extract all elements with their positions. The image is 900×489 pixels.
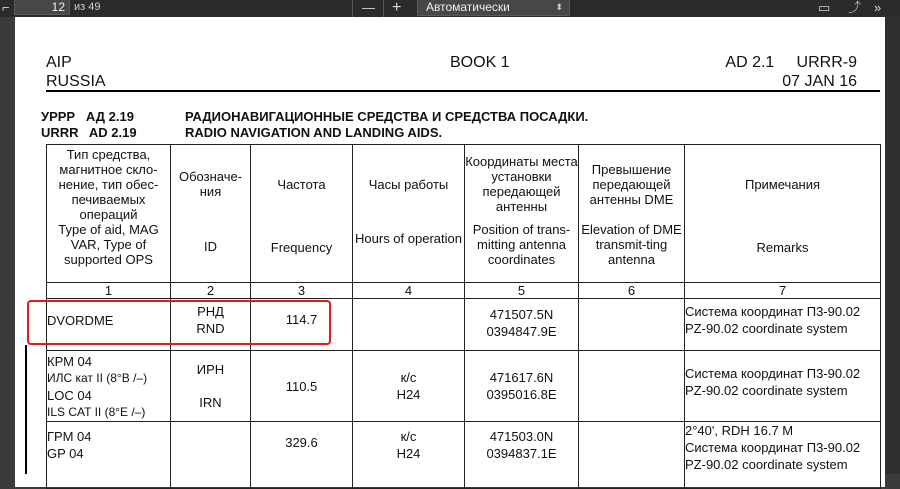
header-country: RUSSIA <box>46 73 106 90</box>
column-header-id: Обозначе-ния ID <box>171 145 251 283</box>
table-row <box>47 351 881 422</box>
toolbar-divider <box>352 0 353 17</box>
header-aip: AIP <box>46 54 72 71</box>
tools-menu-icon[interactable]: » <box>874 0 882 15</box>
frequency-cell: 329.6 <box>251 422 353 489</box>
column-number: 2 <box>171 283 251 299</box>
header-rule <box>46 90 880 92</box>
aid-id-cell <box>171 422 251 489</box>
zoom-select[interactable] <box>417 0 570 16</box>
column-header-type: Тип средства, магнитное скло-нение, тип обес-печиваемых операций Type of aid, MAG VAR, Type of supported OPS <box>47 145 171 283</box>
remarks-cell: Система координат П3-90.02 PZ-90.02 coordinate system <box>685 299 881 351</box>
aid-type-cell: КРМ 04 ИЛС кат II (8°В /–) LOC 04 ILS CAT II (8°E /–) <box>47 351 171 422</box>
column-number: 4 <box>353 283 465 299</box>
coordinates-cell: 471503.0N 0394837.1E <box>465 422 579 489</box>
column-number: 5 <box>465 283 579 299</box>
header-date: 07 JAN 16 <box>782 73 857 90</box>
remarks-cell: Система координат П3-90.02 PZ-90.02 coordinate system <box>685 351 881 422</box>
aid-id-cell: РНД RND <box>171 299 251 351</box>
zoom-out-button[interactable]: — <box>362 0 375 15</box>
chevron-updown-icon: ⬍ <box>555 2 563 12</box>
table-row <box>47 422 881 489</box>
hours-cell: к/с H24 <box>353 422 465 489</box>
hours-cell <box>353 299 465 351</box>
section-code-ru: УРРР АД 2.19 <box>41 109 134 124</box>
frequency-cell: 114.7 <box>251 299 353 351</box>
column-number: 7 <box>685 283 881 299</box>
section-code-en: URRR AD 2.19 <box>41 125 137 140</box>
change-bar <box>25 345 27 474</box>
column-number: 6 <box>579 283 685 299</box>
elevation-cell <box>579 351 685 422</box>
column-header-remarks: Примечания Remarks <box>685 145 881 283</box>
column-number-row <box>47 283 881 299</box>
pdf-toolbar <box>0 0 900 17</box>
column-header-hours: Часы работы Hours of operation <box>353 145 465 283</box>
remarks-cell: 2°40', RDH 16.7 M Система координат П3-90.02 PZ-90.02 coordinate system <box>685 422 881 489</box>
section-title-ru: РАДИОНАВИГАЦИОННЫЕ СРЕДСТВА И СРЕДСТВА ПОСАДКИ. <box>185 109 589 124</box>
scrollbar[interactable] <box>885 17 900 474</box>
presentation-mode-icon[interactable]: ▭ <box>818 0 831 15</box>
highlight-box <box>27 300 331 345</box>
page-number-input[interactable]: 12 <box>14 0 70 15</box>
elevation-cell <box>579 422 685 489</box>
aid-type-cell: ГРМ 04 GP 04 <box>47 422 171 489</box>
section-title-en: RADIO NAVIGATION AND LANDING AIDS. <box>185 125 443 140</box>
aid-id-cell: ИРН IRN <box>171 351 251 422</box>
document-page <box>15 17 885 487</box>
zoom-select-value: Автоматически <box>426 0 510 14</box>
aid-type-cell: DVORDME <box>47 299 171 351</box>
sidebar-toggle-icon[interactable]: ⌐ <box>2 0 10 15</box>
column-header-coordinates: Координаты места установки передающей антенны Position of trans-mitting antenna coordinates <box>465 145 579 283</box>
column-header-elevation: Превышение передающей антенны DME Elevation of DME transmit-ting antenna <box>579 145 685 283</box>
column-number: 3 <box>251 283 353 299</box>
page-count-label: из 49 <box>74 1 101 13</box>
table-header-row <box>47 145 881 283</box>
column-number: 1 <box>47 283 171 299</box>
header-section-code: AD 2.1 URRR-9 <box>725 54 857 71</box>
coordinates-cell: 471617.6N 0395016.8E <box>465 351 579 422</box>
column-header-frequency: Частота Frequency <box>251 145 353 283</box>
zoom-in-button[interactable]: + <box>392 0 402 16</box>
elevation-cell <box>579 299 685 351</box>
open-file-icon[interactable]: ⤴ <box>848 0 862 15</box>
coordinates-cell: 471507.5N 0394847.9E <box>465 299 579 351</box>
toolbar-divider <box>383 0 384 17</box>
hours-cell: к/с H24 <box>353 351 465 422</box>
frequency-cell: 110.5 <box>251 351 353 422</box>
header-book: BOOK 1 <box>450 54 510 71</box>
